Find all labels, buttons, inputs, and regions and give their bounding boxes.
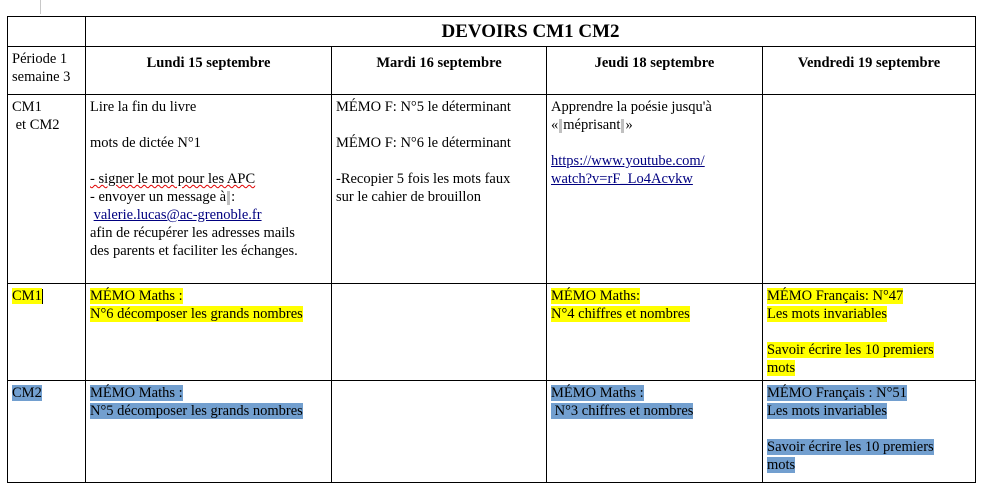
text-boundary-mark [40,0,41,14]
task-text: MÉMO Français: N°47 [767,288,904,304]
task-text: N°5 décomposer les grands nombres [90,403,303,419]
task-text: mots de dictée N°1 [90,135,201,151]
task-text: Les mots invariables [767,403,888,419]
youtube-link[interactable]: https://www.youtube.com/ [551,153,705,169]
cell-friday-both[interactable] [763,95,976,284]
cell-friday-cm2[interactable] [763,381,976,483]
teacher-email-link[interactable]: valerie.lucas@ac-grenoble.fr [93,207,262,223]
task-text: Les mots invariables [767,306,888,322]
task-text: MÉMO Maths : [551,385,644,401]
task-text: MÉMO F: N°6 le déterminant [336,135,511,151]
task-text: MÉMO Maths : [90,288,183,304]
cell-tuesday-cm2[interactable] [332,381,547,483]
day-header-thursday[interactable]: Jeudi 18 septembre [547,47,763,95]
cell-monday-cm1[interactable] [86,284,332,381]
page-title[interactable]: DEVOIRS CM1 CM2 [86,17,976,47]
row-label-cm1[interactable] [8,284,86,381]
day-header-monday[interactable]: Lundi 15 septembre [86,47,332,95]
title-row [8,17,976,47]
row-label-cm1-cm2[interactable] [8,95,86,284]
task-text: mots [767,360,796,376]
title-empty-cell[interactable] [8,17,86,47]
cell-monday-both[interactable] [86,95,332,284]
row-label-line: et CM2 [12,117,60,133]
field-marker-icon [227,191,230,205]
task-text: sur le cahier de brouillon [336,189,481,205]
task-text: MÉMO Maths : [90,385,183,401]
task-text: MÉMO Français : N°51 [767,385,907,401]
text-cursor [42,289,43,304]
period-cell[interactable] [8,47,86,95]
row-label-line: CM1 [12,288,42,304]
task-text: des parents et faciliter les échanges. [90,243,298,259]
cell-friday-cm1[interactable] [763,284,976,381]
field-marker-icon [621,119,624,133]
task-text: N°6 décomposer les grands nombres [90,306,303,322]
row-label-line: CM1 [12,99,42,115]
task-text: « méprisant » [551,117,633,133]
task-text: MÉMO Maths: [551,288,641,304]
task-text: mots [767,457,796,473]
cell-tuesday-cm1[interactable] [332,284,547,381]
row-label-cm2[interactable] [8,381,86,483]
task-text: N°3 chiffres et nombres [551,403,694,419]
task-text: afin de récupérer les adresses mails [90,225,295,241]
task-text: MÉMO F: N°5 le déterminant [336,99,511,115]
task-text: - envoyer un message à : [90,189,236,205]
task-text: Apprendre la poésie jusqu'à [551,99,712,115]
cell-thursday-cm2[interactable] [547,381,763,483]
cell-tuesday-both[interactable] [332,95,547,284]
field-marker-icon [559,119,562,133]
task-text [90,206,327,224]
task-text: N°4 chiffres et nombres [551,306,690,322]
task-text: Lire la fin du livre [90,99,197,115]
cell-thursday-both[interactable] [547,95,763,284]
week-label: semaine 3 [12,69,71,85]
day-header-friday[interactable]: Vendredi 19 septembre [763,47,976,95]
youtube-link[interactable]: watch?v=rF_Lo4Acvkw [551,171,693,187]
cell-thursday-cm1[interactable] [547,284,763,381]
homework-table [7,16,976,483]
task-text: Savoir écrire les 10 premiers [767,342,934,358]
row-cm1 [8,284,976,381]
task-text: - signer le mot pour les APC [90,171,256,187]
row-cm1-cm2 [8,95,976,284]
row-cm2 [8,381,976,483]
task-text: -Recopier 5 fois les mots faux [336,171,511,187]
cell-monday-cm2[interactable] [86,381,332,483]
period-label: Période 1 [12,51,68,67]
header-row [8,47,976,95]
task-text: Savoir écrire les 10 premiers [767,439,934,455]
day-header-tuesday[interactable]: Mardi 16 septembre [332,47,547,95]
row-label-line: CM2 [12,385,42,401]
